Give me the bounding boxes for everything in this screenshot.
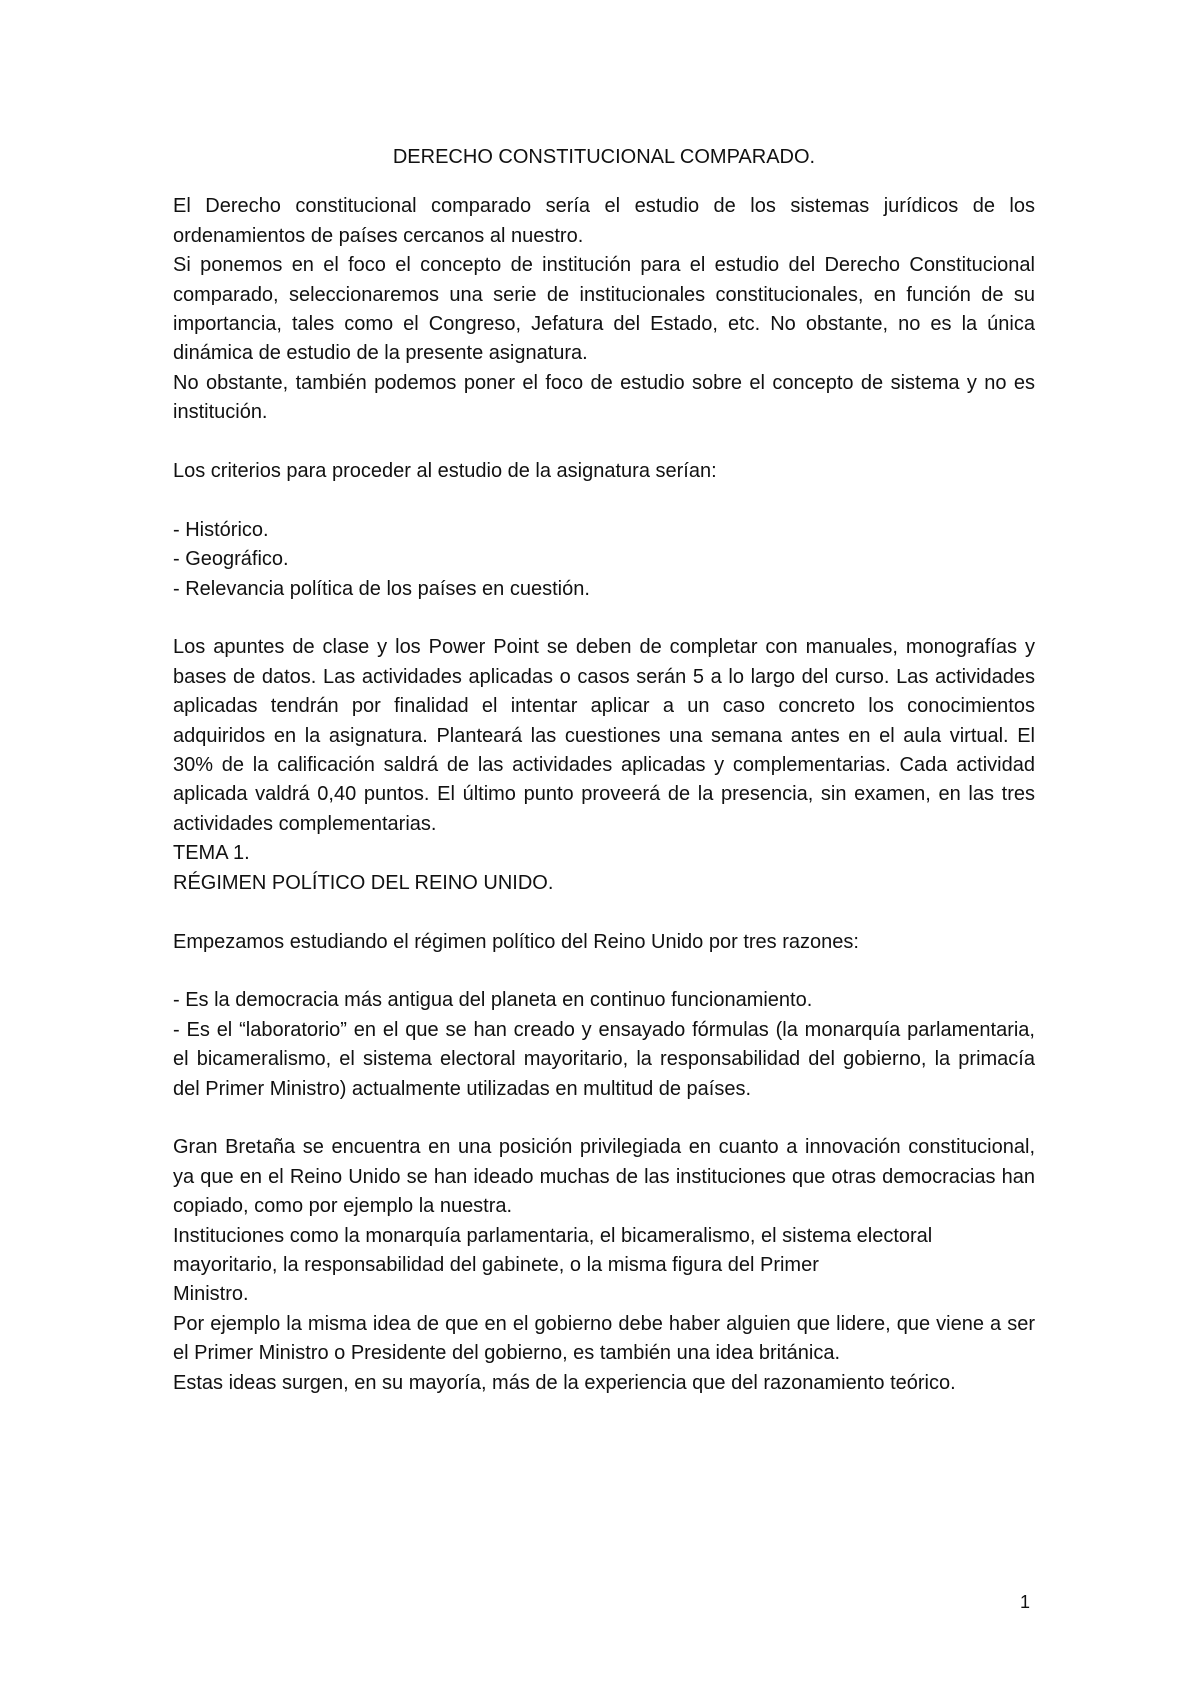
intro-paragraph-1: El Derecho constitucional comparado sería el estudio de los sistemas jurídicos de los ordenamientos de países cercanos al nuestro. [173,195,1035,247]
document-body [173,143,1035,1398]
page-number: 1 [1019,1592,1030,1612]
criteria-list [173,516,1035,604]
reasons-intro: Empezamos estudiando el régimen político del Reino Unido por tres razones: [173,930,859,953]
criteria-intro: Los criterios para proceder al estudio de la asignatura serían: [173,460,717,483]
reason-item-2: - Es el “laboratorio” en el que se han creado y ensayado fórmulas (la monarquía parlamentaria, el bicameralismo, el sistema electoral mayoritario, la responsabilidad del gobierno, la primacía del Primer Ministro) actualmente utilizadas en multitud de países. [173,1018,1035,1100]
intro-paragraph-3: No obstante, también podemos poner el foco de estudio sobre el concepto de sistema y no es institución. [173,371,1035,424]
tema-title: RÉGIMEN POLÍTICO DEL REINO UNIDO. [173,871,554,894]
ideas-paragraph: Estas ideas surgen, en su mayoría, más de la experiencia que del razonamiento teórico. [173,1371,956,1394]
criteria-item-relevancia: - Relevancia política de los países en cuestión. [173,577,590,600]
criteria-item-geografico: - Geográfico. [173,548,289,571]
tema-label: TEMA 1. [173,842,250,865]
methodology-paragraph: Los apuntes de clase y los Power Point se deben de completar con manuales, monografías y bases de datos. Las actividades aplicadas o casos serán 5 a lo largo del curso. Las actividades aplicadas tendrán por finalidad el intentar aplicar a un caso concreto los conocimientos adquiridos en la asignatura. Planteará las cuestiones una semana antes en el aula virtual. El 30% de la calificación saldrá de las actividades aplicadas y complementarias. Cada actividad aplicada valdrá 0,40 puntos. El último punto proveerá de la presencia, sin examen, en las tres actividades complementarias. [173,636,1035,835]
document-title: DERECHO CONSTITUCIONAL COMPARADO. [392,146,816,168]
institutions-line-1: Instituciones como la monarquía parlamentaria, el bicameralismo, el sistema electoral mayoritario, la responsabilidad del gabinete, o la misma figura del Primer [173,1224,933,1276]
institutions-line-2: Ministro. [173,1283,249,1306]
example-paragraph: Por ejemplo la misma idea de que en el gobierno debe haber alguien que lidere, que viene a ser el Primer Ministro o Presidente del gobierno, es también una idea británica. [173,1312,1035,1365]
reason-item-1: - Es la democracia más antigua del planeta en continuo funcionamiento. [173,989,813,1012]
criteria-item-historico: - Histórico. [173,518,269,541]
gb-paragraph: Gran Bretaña se encuentra en una posición privilegiada en cuanto a innovación constitucional, ya que en el Reino Unido se han ideado muchas de las instituciones que otras democracias han copiado, como por ejemplo la nuestra. [173,1136,1035,1218]
intro-paragraph-2: Si ponemos en el foco el concepto de institución para el estudio del Derecho Constitucional comparado, seleccionaremos una serie de institucionales constitucionales, en función de su importancia, tales como el Congreso, Jefatura del Estado, etc. No obstante, no es la única dinámica de estudio de la presente asignatura. [173,254,1035,365]
